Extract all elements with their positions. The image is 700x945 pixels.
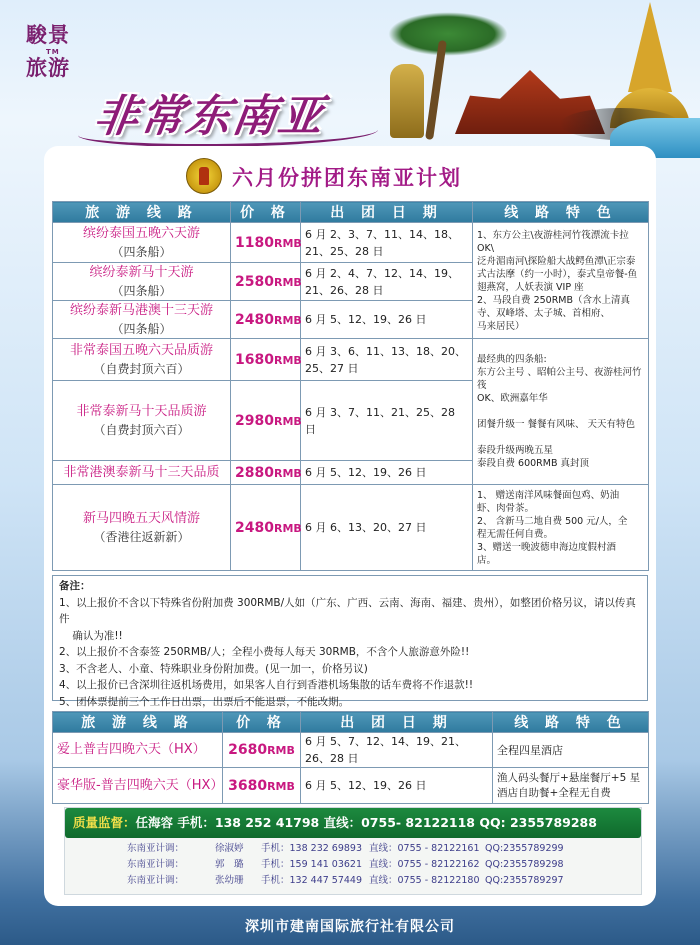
dates-cell: 6 月 3、6、11、13、18、20、25、27 日 — [301, 339, 473, 381]
col-route-header: 旅 游 线 路 — [53, 712, 223, 733]
price-cell: 2580RMB — [231, 263, 301, 301]
price-cell: 2480RMB — [231, 485, 301, 571]
col-price-header: 价 格 — [223, 712, 301, 733]
tour-name-cell: 非常泰新马十天品质游 （自费封顶六百） — [53, 381, 231, 461]
features-cell: 最经典的四条船: 东方公主号 、昭帕公主号、夜游桂河竹筏 OK、欧洲嘉年华 团餐升级一 餐餐有风味、 天天有特色 泰段升级两晚五星 泰段自费 600RMB 真封顶 — [473, 339, 649, 485]
notes-box — [52, 575, 648, 708]
tour-name-cell: 非常泰国五晚六天品质游 （自费封顶六百） — [53, 339, 231, 381]
price-cell: 3680RMB — [223, 768, 301, 804]
table-row — [53, 339, 649, 381]
tour-name-cell: 缤纷泰新马港澳十三天游 （四条船） — [53, 301, 231, 339]
dates-cell: 6 月 5、12、19、26 日 — [301, 768, 493, 804]
table-row — [53, 768, 649, 804]
quality-contact-text: 任海容 手机：138 252 41798 直线：0755- 82122118 QQ: 2355789288 — [135, 815, 597, 830]
golden-pagoda-image — [628, 2, 672, 92]
table-row — [53, 223, 649, 263]
plan-title: 六月份拼团东南亚计划 — [232, 166, 462, 190]
phuket-table — [52, 711, 649, 804]
table-header-row — [53, 202, 649, 223]
tour-name-cell: 爱上普吉四晚六天（HX） — [53, 733, 223, 768]
brand-line2: 旅游 — [26, 56, 70, 80]
col-features-header: 线 路 特 色 — [473, 202, 649, 223]
quality-supervision-bar — [65, 808, 641, 838]
dates-cell: 6 月 3、7、11、21、25、28 日 — [301, 381, 473, 461]
contact-row: 东南亚计调： 徐淑婷 手机：138 232 69893 直线：0755 - 82122161 QQ:2355789299 — [127, 843, 564, 854]
features-cell: 渔人码头餐厅+悬崖餐厅+5 星酒店自助餐+全程无自费 — [493, 768, 649, 804]
tour-name-cell: 非常港澳泰新马十三天品质 — [53, 461, 231, 485]
note-line: 2、以上报价不含泰签 250RMB/人；全程小费每人每天 30RMB，不含个人旅游意外险!! — [59, 646, 470, 658]
headline: 非常东南亚 — [90, 91, 328, 142]
guardian-statue-image — [390, 64, 424, 138]
dates-cell: 6 月 5、7、12、14、19、21、26、28 日 — [301, 733, 493, 768]
contact-panel — [64, 807, 642, 895]
table-row — [53, 485, 649, 571]
dates-cell: 6 月 6、13、20、27 日 — [301, 485, 473, 571]
note-line: 5、团体票提前三个工作日出票，出票后不能退票，不能改期。 — [59, 695, 350, 708]
palm-tree-icon — [388, 12, 508, 56]
price-cell: 2880RMB — [231, 461, 301, 485]
tour-name-cell: 新马四晚五天风情游 （香港往返新新） — [53, 485, 231, 571]
price-cell: 1680RMB — [231, 339, 301, 381]
price-cell: 2480RMB — [231, 301, 301, 339]
features-cell: 1、东方公主\夜游桂河竹筏漂流卡拉 OK\ 泛舟湄南河\探险船大战鳄鱼潭\正宗泰 式古法摩（约一小时），泰式皇帝餐-鱼 翅燕窝，人妖表演 VIP 座 2、马段自费 250RMB（含水上清真 寺、双峰塔、太子城、首相府、 马来居民） — [473, 223, 649, 339]
price-cell: 2980RMB — [231, 381, 301, 461]
col-dates-header: 出 团 日 期 — [301, 202, 473, 223]
features-cell: 全程四星酒店 — [493, 733, 649, 768]
travel-agency-emblem-icon — [186, 158, 222, 194]
contact-row: 东南亚计调： 郭 璐 手机：159 141 03621 直线：0755 - 82122162 QQ:2355789298 — [127, 859, 564, 870]
dates-cell: 6 月 5、12、19、26 日 — [301, 301, 473, 339]
tour-name-cell: 豪华版-普吉四晚六天（HX） — [53, 768, 223, 804]
dates-cell: 6 月 5、12、19、26 日 — [301, 461, 473, 485]
note-line: 4、以上报价已含深圳往返机场费用，如果客人自行到香港机场集散的话车费将不作退款!! — [59, 679, 474, 691]
note-line: 1、以上报价不含以下特殊省份附加费 300RMB/人如（广东、广西、云南、海南、福建、贵州），如整团价格另议，请以传真件 — [59, 596, 636, 625]
col-price-header: 价 格 — [231, 202, 301, 223]
price-cell: 2680RMB — [223, 733, 301, 768]
contact-row: 东南亚计调： 张幼珊 手机：132 447 57449 直线：0755 - 82122180 QQ:2355789297 — [127, 875, 564, 886]
notes-heading: 备注： — [59, 580, 91, 592]
tour-name-cell: 缤纷泰新马十天游 （四条船） — [53, 263, 231, 301]
quality-label: 质量监督： — [73, 815, 136, 830]
trademark-mark: TM — [46, 48, 60, 56]
brand-logo — [26, 22, 70, 82]
itinerary-table — [52, 201, 649, 571]
table-row — [53, 733, 649, 768]
col-route-header: 旅 游 线 路 — [53, 202, 231, 223]
note-line: 确认为准!! — [59, 629, 123, 642]
features-cell: 1、 赠送南洋风味餐面包鸡、奶油 虾、肉骨茶。 2、 含新马二地自费 500 元/人，全 程无需任何自费。 3、赠送一晚波德申海边度假村酒 店。 — [473, 485, 649, 571]
headline-swoosh-decoration — [78, 118, 378, 147]
tour-name-cell: 缤纷泰国五晚六天游 （四条船） — [53, 223, 231, 263]
company-name-footer: 深圳市建南国际旅行社有限公司 — [245, 919, 455, 935]
dates-cell: 6 月 2、4、7、12、14、19、21、26、28 日 — [301, 263, 473, 301]
price-cell: 1180RMB — [231, 223, 301, 263]
dates-cell: 6 月 2、3、7、11、14、18、21、25、28 日 — [301, 223, 473, 263]
col-features-header: 线 路 特 色 — [493, 712, 649, 733]
table-header-row — [53, 712, 649, 733]
col-dates-header: 出 团 日 期 — [301, 712, 493, 733]
note-line: 3、不含老人、小童、特殊职业身份附加费。(见一加一，价格另议) — [59, 662, 368, 675]
brand-line1: 駿景 — [26, 23, 70, 47]
